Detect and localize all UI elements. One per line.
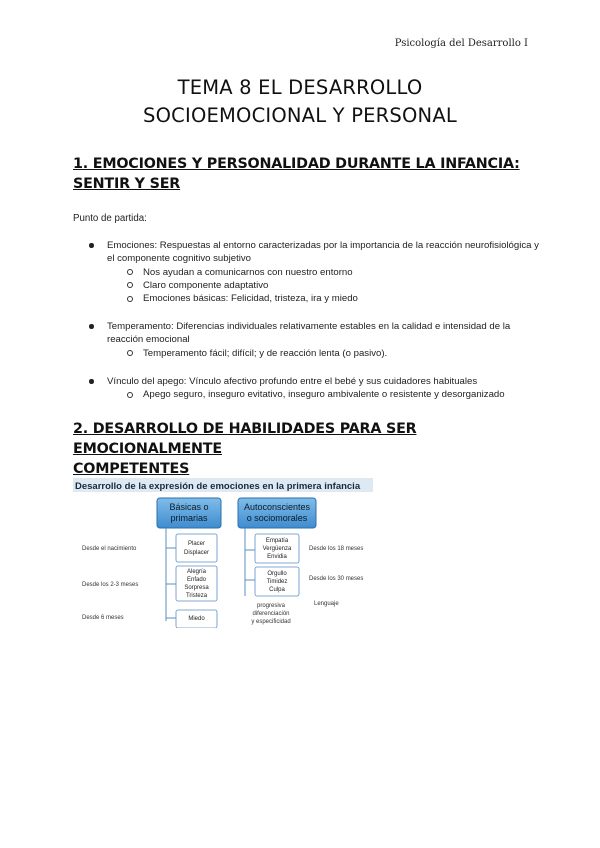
list-item-text: Temperamento: Diferencias individuales relativamente estables en la calidad e intensidad de la reacción emocional [107, 321, 511, 346]
sub-list-item [107, 266, 543, 279]
emotion-label: Vergüenza [262, 546, 292, 552]
age-label-birth: Desde el nacimiento [82, 546, 137, 552]
diagram-title: Desarrollo de la expresión de emociones en la primera infancia [75, 481, 361, 492]
emotion-label: Displacer [183, 550, 210, 556]
self-box-line-2: o sociomorales [246, 513, 308, 523]
section-1-list-b [73, 320, 543, 360]
sub-item-text: Nos ayudan a comunicarnos con nuestro entorno [143, 266, 353, 278]
emotion-label: Culpa [269, 587, 285, 593]
sub-item-text: Claro componente adaptativo [143, 279, 269, 291]
list-item-emociones [73, 239, 543, 305]
sub-item-text: Emociones básicas: Felicidad, tristeza, ira y miedo [143, 293, 358, 305]
sub-list-item [107, 347, 543, 360]
section-1-heading [73, 154, 543, 194]
sub-item-text: Temperamento fácil; difícil; y de reacción lenta (o pasivo). [143, 347, 388, 359]
bullet-circle-icon [127, 350, 133, 356]
sub-item-text: Apego seguro, inseguro evitativo, inseguro ambivalente o resistente y desorganizado [143, 389, 505, 401]
basic-box-line-2: primarias [170, 513, 208, 523]
list-item-text: Vínculo del apego: Vínculo afectivo profundo entre el bebé y sus cuidadores habituales [107, 376, 478, 387]
bullet-circle-icon [127, 296, 133, 302]
emotion-label: Tristeza [185, 593, 208, 599]
bullet-dot-icon [89, 324, 94, 329]
sub-list-item [107, 292, 543, 305]
bullet-circle-icon [127, 392, 133, 398]
section-1-list-c [73, 375, 543, 402]
age-label-18-months: Desde los 18 meses [309, 546, 364, 552]
age-label-30-months: Desde los 30 meses [309, 576, 364, 582]
section-2-heading [73, 419, 543, 479]
age-label-2-3-months: Desde los 2-3 meses [82, 582, 139, 588]
basic-box-line-1: Básicas o [169, 502, 209, 512]
self-box-line-1: Autoconscientes [243, 502, 311, 512]
intro-text: Punto de partida: [73, 213, 147, 224]
emotion-label: Orgullo [267, 571, 287, 577]
bullet-circle-icon [127, 282, 133, 288]
section-1-heading-line-1: 1. EMOCIONES Y PERSONALIDAD DURANTE LA INFANCIA: [73, 156, 520, 172]
bullet-dot-icon [89, 243, 94, 248]
section-2-heading-line-1: 2. DESARROLLO DE HABILIDADES PARA SER EMOCIONALMENTE [73, 421, 417, 457]
title-line-1: TEMA 8 EL DESARROLLO [177, 76, 423, 99]
section-2-heading-line-2: COMPETENTES [73, 461, 190, 477]
title-line-2: SOCIOEMOCIONAL Y PERSONAL [143, 104, 457, 127]
emotion-development-diagram [73, 478, 373, 628]
emotion-label: Timidez [266, 579, 288, 585]
language-label: Lenguaje [314, 601, 339, 607]
emotion-label: Miedo [188, 616, 205, 622]
bullet-dot-icon [89, 379, 94, 384]
header-course-name: Psicología del Desarrollo I [394, 38, 528, 49]
progress-note-line-3: y especificidad [251, 619, 291, 625]
emotion-label: Placer [187, 541, 206, 547]
progress-note-line-1: progresiva [256, 603, 286, 609]
sub-list [107, 388, 543, 401]
list-item-apego [73, 375, 543, 402]
list-item-temperamento [73, 320, 543, 360]
basic-group-1 [176, 534, 217, 562]
document-title [0, 74, 600, 130]
sub-list-item [107, 279, 543, 292]
section-1-heading-line-2: SENTIR Y SER [73, 176, 181, 192]
emotion-label: Alegría [186, 569, 207, 575]
progress-note-line-2: diferenciación [252, 611, 290, 617]
emotion-label: Sorpresa [184, 585, 209, 591]
age-label-6-months: Desde 6 meses [82, 615, 124, 621]
section-1-list-a [73, 239, 543, 305]
sub-list-item [107, 388, 543, 401]
sub-list [107, 266, 543, 306]
emotion-label: Envidia [267, 554, 287, 560]
bullet-circle-icon [127, 269, 133, 275]
list-item-text: Emociones: Respuestas al entorno caracterizadas por la importancia de la reacción neurofisiológica y el componente cognitivo subjetivo [107, 240, 539, 265]
diagram-svg [73, 478, 373, 628]
sub-list [107, 347, 543, 360]
emotion-label: Empatía [265, 538, 289, 544]
emotion-label: Enfado [186, 577, 207, 583]
